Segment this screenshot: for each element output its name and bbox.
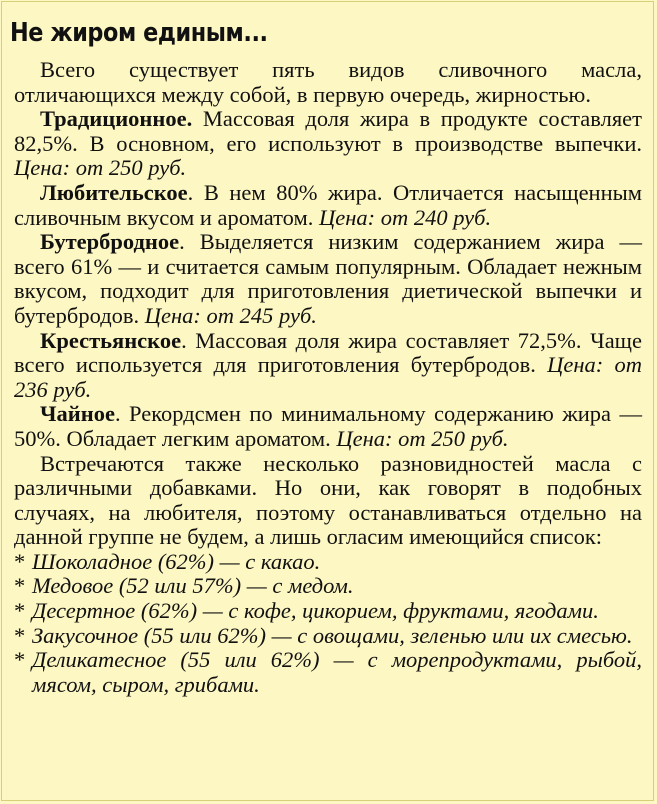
type-name: Любительское [40,179,188,205]
type-description: Массовая доля жира в продукте составляет 82,5%. В основном, его используют в производстве выпечки. [14,106,642,156]
bullet-star: * [14,598,26,624]
type-name: Бутербродное [40,229,180,255]
list-item: * Медовое (52 или 57%) — с медом. [14,573,354,599]
bullet-star: * [14,622,26,648]
type-price: Цена: от 240 руб. [318,204,492,230]
bullet-star: * [14,573,26,599]
article-title: Не жиром единым... [10,18,268,48]
butter-type-peasant [14,329,642,403]
type-price: Цена: от 245 руб. [144,302,317,328]
butter-type-traditional [14,107,642,181]
type-description: . Выделяется низким содержанием жира — всего 61% — и считается самым популярным. Обладает нежным вкусом, подходит для приготовления диетической выпечки и бутербродов. [14,229,642,328]
list-item: * Закусочное (55 или 62%) — с овощами, зеленью или их смесью. [14,622,633,648]
type-description: . Рекордсмен по минимальному содержанию жира — 50%. Обладает легким ароматом. [14,401,642,451]
intro-paragraph: Всего существует пять видов сливочного масла, отличающихся между собой, в первую очередь, жирностью. [14,57,642,107]
article-body [14,58,642,697]
butter-type-amateur [14,181,642,230]
bullet-star: * [14,548,26,574]
type-price: Цена: от 236 руб. [14,352,642,402]
additives-list [14,550,642,698]
butter-type-tea [14,402,642,451]
type-name: Чайное [40,401,115,427]
list-item: * Деликатесное (55 или 62%) — с морепродуктами, рыбой, мясом, сыром, грибами. [14,647,642,697]
type-name: Традиционное. [40,106,193,132]
type-price: Цена: от 250 руб. [14,155,187,181]
type-description: . В нем 80% жира. Отличается насыщенным сливочным вкусом и ароматом. [14,179,642,230]
additives-intro-paragraph: Встречаются также несколько разновидностей масла с различными добавками. Но они, как говорят в подобных случаях, на любителя, поэтому останавливаться отдельно на данной группе не будем, а лишь огласим имеющийся список: [14,450,642,550]
type-price: Цена: от 250 руб. [336,425,509,451]
butter-type-sandwich [14,230,642,328]
list-item: * Шоколадное (62%) — с какао. [14,548,321,574]
list-item: * Десертное (62%) — с кофе, цикорием, фруктами, ягодами. [14,598,599,624]
type-description: . Массовая доля жира составляет 72,5%. Чаще всего используется для приготовления бутербродов. [14,327,642,378]
type-name: Крестьянское [40,327,182,353]
bullet-star: * [14,647,26,673]
